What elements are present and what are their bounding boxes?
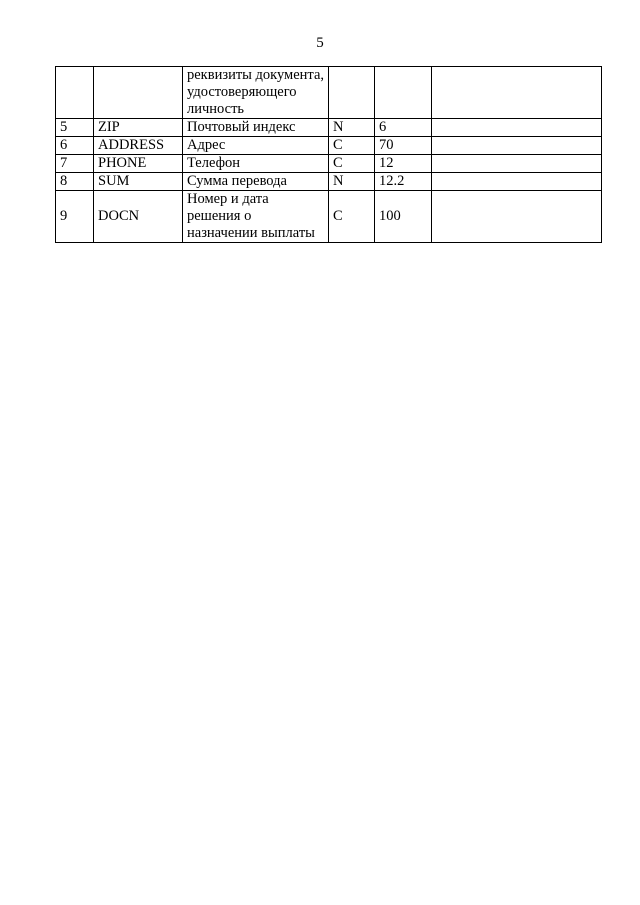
note-cell <box>432 137 602 155</box>
description-cell: Сумма перевода <box>183 173 329 191</box>
table-row <box>56 155 602 173</box>
row-number-cell: 9 <box>56 191 94 243</box>
type-cell: C <box>329 155 375 173</box>
type-cell <box>329 67 375 119</box>
description-cell: Адрес <box>183 137 329 155</box>
row-number-cell: 8 <box>56 173 94 191</box>
field-name-cell: ADDRESS <box>94 137 183 155</box>
note-cell <box>432 67 602 119</box>
size-cell: 12.2 <box>375 173 432 191</box>
row-number-cell: 5 <box>56 119 94 137</box>
description-cell: Номер и дата решения о назначении выплаты <box>183 191 329 243</box>
note-cell <box>432 119 602 137</box>
table-row <box>56 67 602 119</box>
table-row <box>56 173 602 191</box>
size-cell: 100 <box>375 191 432 243</box>
size-cell: 70 <box>375 137 432 155</box>
field-name-cell: SUM <box>94 173 183 191</box>
page-number: 5 <box>316 35 324 51</box>
field-name-cell: ZIP <box>94 119 183 137</box>
size-cell: 12 <box>375 155 432 173</box>
row-number-cell: 6 <box>56 137 94 155</box>
field-name-cell <box>94 67 183 119</box>
type-cell: N <box>329 173 375 191</box>
field-spec-table <box>55 66 602 243</box>
type-cell: C <box>329 191 375 243</box>
row-number-cell: 7 <box>56 155 94 173</box>
table-row <box>56 191 602 243</box>
description-cell: Телефон <box>183 155 329 173</box>
description-cell: Почтовый индекс <box>183 119 329 137</box>
size-cell: 6 <box>375 119 432 137</box>
table-row <box>56 119 602 137</box>
note-cell <box>432 173 602 191</box>
note-cell <box>432 191 602 243</box>
type-cell: C <box>329 137 375 155</box>
field-name-cell: PHONE <box>94 155 183 173</box>
note-cell <box>432 155 602 173</box>
row-number-cell <box>56 67 94 119</box>
size-cell <box>375 67 432 119</box>
description-cell: реквизиты документа, удостоверяющего личность <box>183 67 329 119</box>
type-cell: N <box>329 119 375 137</box>
field-name-cell: DOCN <box>94 191 183 243</box>
table-row <box>56 137 602 155</box>
